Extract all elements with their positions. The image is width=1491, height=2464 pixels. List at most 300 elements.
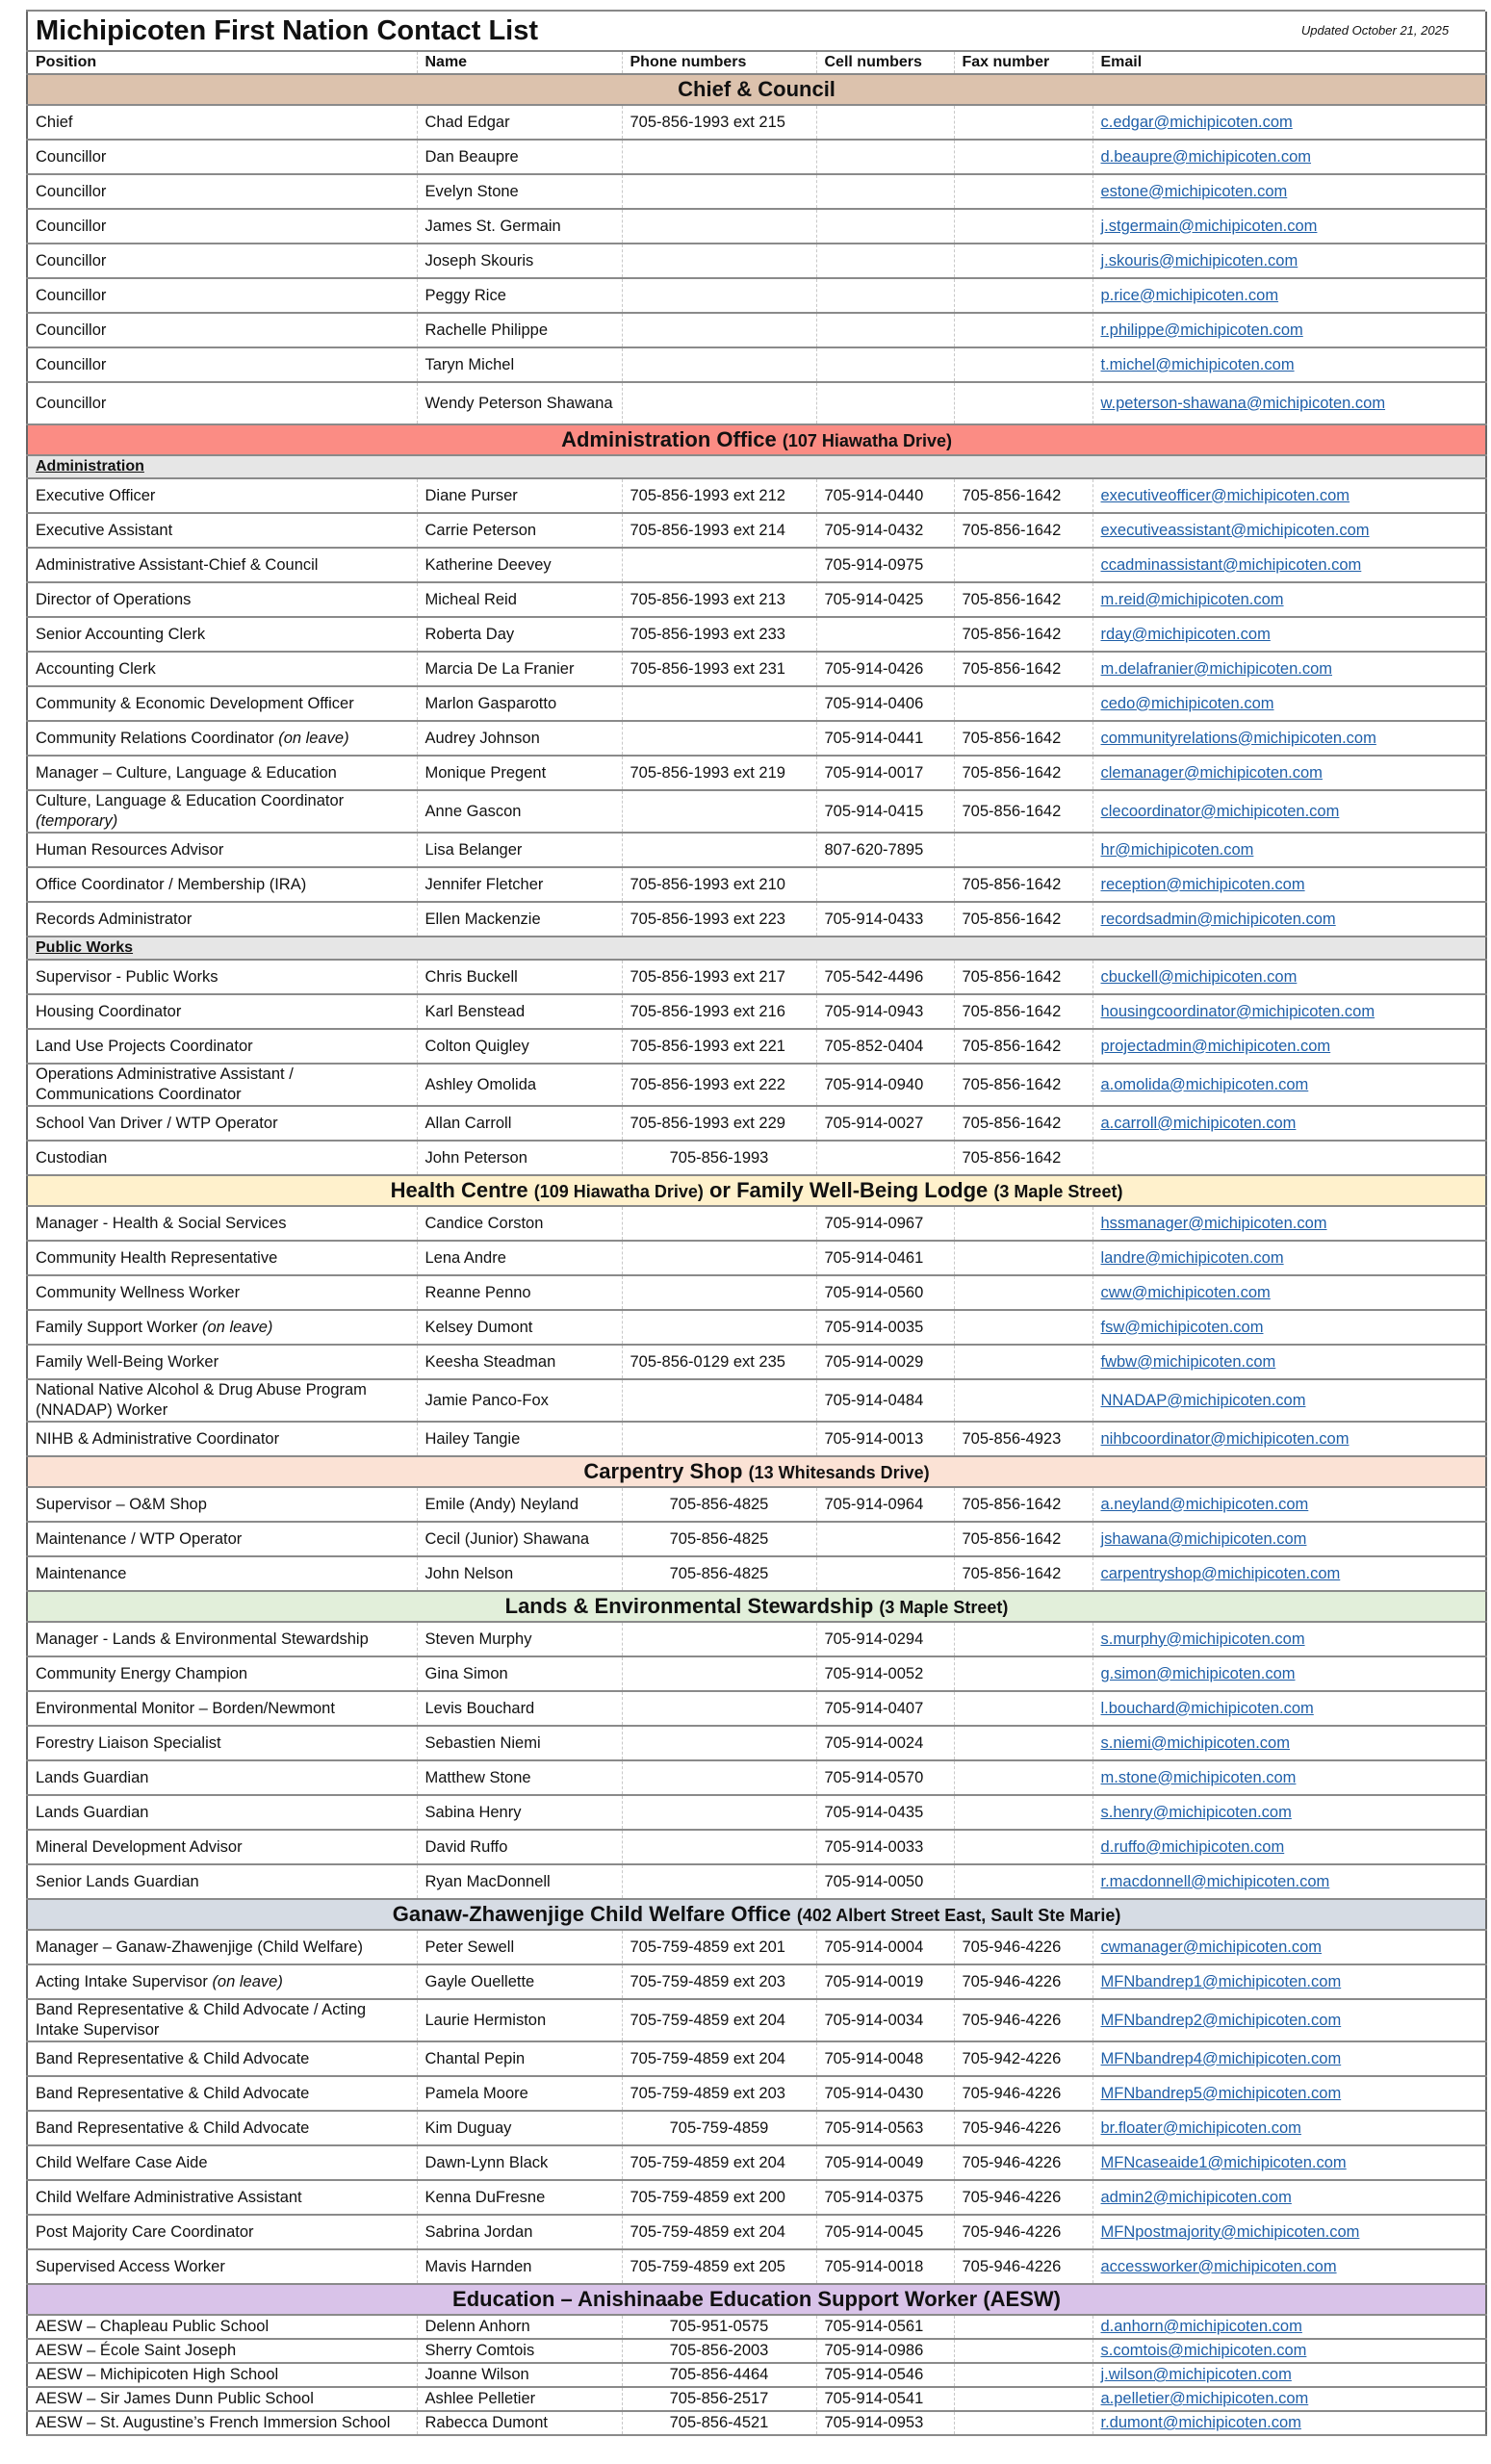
phone-cell	[622, 1275, 816, 1310]
email-link[interactable]: housingcoordinator@michipicoten.com	[1100, 1002, 1375, 1020]
fax-cell: 705-946-4226	[954, 2180, 1093, 2215]
email-cell	[1093, 2041, 1486, 2076]
name-cell: Ryan MacDonnell	[417, 1864, 622, 1899]
contact-row	[27, 548, 1486, 582]
name-cell: Ellen Mackenzie	[417, 902, 622, 937]
contact-row	[27, 1487, 1486, 1522]
fax-cell	[954, 278, 1093, 313]
email-link[interactable]: cbuckell@michipicoten.com	[1100, 967, 1298, 986]
fax-cell	[954, 313, 1093, 347]
phone-cell	[622, 1422, 816, 1456]
position-cell	[27, 1795, 417, 1830]
email-link[interactable]: fsw@michipicoten.com	[1100, 1318, 1264, 1336]
phone-cell	[622, 278, 816, 313]
position-text: Band Representative & Child Advocate / Acting Intake Supervisor	[36, 2001, 367, 2039]
fax-cell: 705-856-1642	[954, 478, 1093, 513]
phone-cell	[622, 548, 816, 582]
column-header-phone: Phone numbers	[622, 51, 816, 74]
phone-cell	[622, 1206, 816, 1241]
cell-number-cell: 705-914-0407	[816, 1691, 954, 1726]
name-cell: Keesha Steadman	[417, 1345, 622, 1379]
position-text: Custodian	[36, 1148, 108, 1167]
email-cell	[1093, 1999, 1486, 2041]
cell-number-cell: 705-914-0019	[816, 1964, 954, 1999]
column-header-fax: Fax number	[954, 51, 1093, 74]
section-title-cell	[27, 2284, 1486, 2315]
email-link[interactable]: hssmanager@michipicoten.com	[1100, 1214, 1327, 1232]
section-title-cell	[27, 424, 1486, 455]
phone-cell	[622, 209, 816, 244]
position-cell	[27, 513, 417, 548]
fax-cell	[954, 1830, 1093, 1864]
email-link[interactable]: clecoordinator@michipicoten.com	[1100, 802, 1340, 820]
name-cell: Peter Sewell	[417, 1930, 622, 1964]
email-cell	[1093, 1310, 1486, 1345]
position-text: Child Welfare Case Aide	[36, 2153, 208, 2171]
fax-cell	[954, 1691, 1093, 1726]
position-text: AESW – Sir James Dunn Public School	[36, 2390, 314, 2407]
position-text: Band Representative & Child Advocate	[36, 2118, 310, 2137]
fax-cell	[954, 382, 1093, 424]
email-link[interactable]: j.wilson@michipicoten.com	[1100, 2366, 1292, 2383]
section-title-cell	[27, 1591, 1486, 1622]
position-cell	[27, 1726, 417, 1760]
section-header-lands	[27, 1591, 1486, 1622]
email-cell	[1093, 548, 1486, 582]
email-cell	[1093, 1760, 1486, 1795]
cell-number-cell: 705-914-0541	[816, 2387, 954, 2411]
fax-cell	[954, 1622, 1093, 1656]
fax-cell: 705-856-1642	[954, 1141, 1093, 1175]
position-cell	[27, 1622, 417, 1656]
contact-row	[27, 1206, 1486, 1241]
position-cell	[27, 2041, 417, 2076]
email-link[interactable]: MFNcaseaide1@michipicoten.com	[1100, 2153, 1347, 2171]
email-link[interactable]: recordsadmin@michipicoten.com	[1100, 910, 1336, 928]
email-link[interactable]: p.rice@michipicoten.com	[1100, 286, 1279, 304]
contact-row	[27, 686, 1486, 721]
contact-list-sheet	[26, 10, 1485, 2436]
cell-number-cell: 705-914-0018	[816, 2249, 954, 2284]
contact-row	[27, 994, 1486, 1029]
email-link[interactable]: cwmanager@michipicoten.com	[1100, 1938, 1323, 1956]
cell-number-cell: 705-914-0045	[816, 2215, 954, 2249]
email-link[interactable]: w.peterson-shawana@michipicoten.com	[1100, 394, 1386, 412]
email-link[interactable]: s.murphy@michipicoten.com	[1100, 1630, 1305, 1648]
name-cell: Gina Simon	[417, 1656, 622, 1691]
section-title-cell	[27, 1175, 1486, 1206]
position-cell	[27, 2387, 417, 2411]
position-cell	[27, 1106, 417, 1141]
fax-cell	[954, 2315, 1093, 2339]
email-link[interactable]: executiveassistant@michipicoten.com	[1100, 521, 1370, 539]
phone-cell: 705-856-1993 ext 233	[622, 617, 816, 652]
contact-row	[27, 2249, 1486, 2284]
column-header-row	[27, 51, 1486, 74]
email-cell	[1093, 1379, 1486, 1422]
position-text: Culture, Language & Education Coordinator	[36, 792, 345, 809]
email-link[interactable]: estone@michipicoten.com	[1100, 182, 1288, 200]
fax-cell	[954, 2363, 1093, 2387]
email-link[interactable]: admin2@michipicoten.com	[1100, 2188, 1292, 2206]
name-cell: Lena Andre	[417, 1241, 622, 1275]
contact-row	[27, 1522, 1486, 1556]
name-cell: Katherine Deevey	[417, 548, 622, 582]
name-cell: James St. Germain	[417, 209, 622, 244]
cell-number-cell: 705-914-0943	[816, 994, 954, 1029]
email-link[interactable]: MFNpostmajority@michipicoten.com	[1100, 2222, 1360, 2241]
email-link[interactable]: t.michel@michipicoten.com	[1100, 355, 1295, 373]
position-cell	[27, 2076, 417, 2111]
section-title-secondary: or Family Well-Being Lodge	[708, 1178, 989, 1202]
email-cell	[1093, 2411, 1486, 2435]
position-cell	[27, 478, 417, 513]
cell-number-cell: 705-914-0027	[816, 1106, 954, 1141]
email-link[interactable]: NNADAP@michipicoten.com	[1100, 1391, 1306, 1409]
section-address: (109 Hiawatha Drive)	[533, 1182, 704, 1201]
position-text: Administrative Assistant-Chief & Council	[36, 555, 319, 574]
email-link[interactable]: communityrelations@michipicoten.com	[1100, 729, 1376, 747]
email-cell	[1093, 1522, 1486, 1556]
position-cell	[27, 1864, 417, 1899]
fax-cell: 705-942-4226	[954, 2041, 1093, 2076]
cell-number-cell	[816, 244, 954, 278]
contact-row	[27, 140, 1486, 174]
email-link[interactable]: m.delafranier@michipicoten.com	[1100, 659, 1333, 678]
email-cell	[1093, 902, 1486, 937]
fax-cell	[954, 2387, 1093, 2411]
email-cell	[1093, 105, 1486, 140]
name-cell: Dan Beaupre	[417, 140, 622, 174]
position-text: Post Majority Care Coordinator	[36, 2222, 254, 2241]
phone-cell: 705-759-4859 ext 204	[622, 1999, 816, 2041]
cell-number-cell: 705-914-0375	[816, 2180, 954, 2215]
email-cell	[1093, 582, 1486, 617]
phone-cell	[622, 686, 816, 721]
email-link[interactable]: d.beaupre@michipicoten.com	[1100, 147, 1312, 166]
contact-row	[27, 1760, 1486, 1795]
email-link[interactable]: MFNbandrep2@michipicoten.com	[1100, 2011, 1342, 2029]
email-cell	[1093, 1795, 1486, 1830]
position-cell	[27, 105, 417, 140]
fax-cell	[954, 1206, 1093, 1241]
fax-cell	[954, 2339, 1093, 2363]
email-link[interactable]: m.stone@michipicoten.com	[1100, 1768, 1297, 1786]
phone-cell: 705-759-4859 ext 204	[622, 2145, 816, 2180]
email-cell	[1093, 1930, 1486, 1964]
contact-row	[27, 2411, 1486, 2435]
phone-cell: 705-856-1993 ext 222	[622, 1064, 816, 1106]
email-link[interactable]: nihbcoordinator@michipicoten.com	[1100, 1429, 1350, 1448]
contact-row	[27, 1556, 1486, 1591]
contact-row	[27, 2339, 1486, 2363]
phone-cell: 705-856-1993 ext 221	[622, 1029, 816, 1064]
name-cell: Anne Gascon	[417, 790, 622, 833]
phone-cell: 705-759-4859 ext 204	[622, 2215, 816, 2249]
cell-number-cell	[816, 105, 954, 140]
phone-cell: 705-759-4859 ext 204	[622, 2041, 816, 2076]
contact-row	[27, 2145, 1486, 2180]
position-text: Lands Guardian	[36, 1768, 149, 1786]
position-text: Supervisor - Public Works	[36, 967, 219, 986]
email-link[interactable]: s.comtois@michipicoten.com	[1100, 2342, 1307, 2359]
position-cell	[27, 2363, 417, 2387]
cell-number-cell: 705-914-0484	[816, 1379, 954, 1422]
position-text: Acting Intake Supervisor	[36, 1972, 208, 1990]
email-link[interactable]: r.dumont@michipicoten.com	[1100, 2414, 1301, 2431]
email-link[interactable]: ccadminassistant@michipicoten.com	[1100, 555, 1362, 574]
fax-cell: 705-946-4226	[954, 1999, 1093, 2041]
cell-number-cell: 705-914-0017	[816, 756, 954, 790]
phone-cell: 705-759-4859	[622, 2111, 816, 2145]
position-cell	[27, 174, 417, 209]
title-row	[27, 12, 1486, 51]
position-cell	[27, 1141, 417, 1175]
position-cell	[27, 2180, 417, 2215]
email-link[interactable]: projectadmin@michipicoten.com	[1100, 1037, 1331, 1055]
fax-cell	[954, 347, 1093, 382]
phone-cell	[622, 790, 816, 833]
phone-cell	[622, 1656, 816, 1691]
name-cell: Emile (Andy) Neyland	[417, 1487, 622, 1522]
email-cell	[1093, 867, 1486, 902]
name-cell: Sabina Henry	[417, 1795, 622, 1830]
email-cell	[1093, 833, 1486, 867]
email-link[interactable]: s.henry@michipicoten.com	[1100, 1803, 1292, 1821]
email-link[interactable]: j.stgermain@michipicoten.com	[1100, 217, 1318, 235]
position-cell	[27, 617, 417, 652]
email-link[interactable]: executiveofficer@michipicoten.com	[1100, 486, 1350, 504]
name-cell: Gayle Ouellette	[417, 1964, 622, 1999]
contact-row	[27, 960, 1486, 994]
name-cell: Lisa Belanger	[417, 833, 622, 867]
position-cell	[27, 278, 417, 313]
cell-number-cell: 705-914-0940	[816, 1064, 954, 1106]
fax-cell: 705-946-4226	[954, 2111, 1093, 2145]
fax-cell: 705-856-4923	[954, 1422, 1093, 1456]
phone-cell	[622, 174, 816, 209]
email-link[interactable]: cww@michipicoten.com	[1100, 1283, 1271, 1301]
email-link[interactable]: reception@michipicoten.com	[1100, 875, 1305, 893]
column-header-cell: Cell numbers	[816, 51, 954, 74]
name-cell: Rachelle Philippe	[417, 313, 622, 347]
fax-cell: 705-856-1642	[954, 513, 1093, 548]
section-title: Health Centre	[390, 1178, 528, 1202]
cell-number-cell: 705-914-0406	[816, 686, 954, 721]
fax-cell	[954, 686, 1093, 721]
email-link[interactable]: rday@michipicoten.com	[1100, 625, 1271, 643]
phone-cell	[622, 833, 816, 867]
email-cell	[1093, 1864, 1486, 1899]
position-text: Director of Operations	[36, 590, 192, 608]
section-header-carpentry	[27, 1456, 1486, 1487]
name-cell: Steven Murphy	[417, 1622, 622, 1656]
position-cell	[27, 1522, 417, 1556]
position-text: Community & Economic Development Officer	[36, 694, 354, 712]
fax-cell: 705-856-1642	[954, 721, 1093, 756]
cell-number-cell: 705-914-0986	[816, 2339, 954, 2363]
email-link[interactable]: s.niemi@michipicoten.com	[1100, 1733, 1290, 1752]
name-cell: Chantal Pepin	[417, 2041, 622, 2076]
email-link[interactable]: l.bouchard@michipicoten.com	[1100, 1699, 1314, 1717]
email-link[interactable]: accessworker@michipicoten.com	[1100, 2257, 1337, 2275]
name-cell: Carrie Peterson	[417, 513, 622, 548]
position-cell	[27, 1830, 417, 1864]
email-link[interactable]: clemanager@michipicoten.com	[1100, 763, 1323, 782]
email-link[interactable]: MFNbandrep4@michipicoten.com	[1100, 2049, 1342, 2067]
position-text: Councillor	[36, 251, 107, 270]
subsection-title: Administration	[27, 455, 1486, 478]
email-cell	[1093, 2249, 1486, 2284]
email-link[interactable]: cedo@michipicoten.com	[1100, 694, 1274, 712]
phone-cell: 705-856-4464	[622, 2363, 816, 2387]
position-text: Band Representative & Child Advocate	[36, 2084, 310, 2102]
email-link[interactable]: a.pelletier@michipicoten.com	[1100, 2390, 1309, 2407]
phone-cell: 705-856-4825	[622, 1487, 816, 1522]
email-cell	[1093, 2339, 1486, 2363]
name-cell: Pamela Moore	[417, 2076, 622, 2111]
email-link[interactable]: landre@michipicoten.com	[1100, 1248, 1284, 1267]
email-link[interactable]: d.anhorn@michipicoten.com	[1100, 2318, 1302, 2335]
email-link[interactable]: j.skouris@michipicoten.com	[1100, 251, 1298, 270]
cell-number-cell: 705-914-0048	[816, 2041, 954, 2076]
cell-number-cell	[816, 382, 954, 424]
email-link[interactable]: r.philippe@michipicoten.com	[1100, 321, 1303, 339]
email-link[interactable]: a.omolida@michipicoten.com	[1100, 1075, 1309, 1093]
cell-number-cell: 807-620-7895	[816, 833, 954, 867]
email-cell	[1093, 313, 1486, 347]
contact-row	[27, 721, 1486, 756]
cell-number-cell: 705-914-0560	[816, 1275, 954, 1310]
email-cell	[1093, 1064, 1486, 1106]
email-cell	[1093, 478, 1486, 513]
contact-row	[27, 1422, 1486, 1456]
column-header-name: Name	[417, 51, 622, 74]
contact-row	[27, 2315, 1486, 2339]
cell-number-cell	[816, 1522, 954, 1556]
cell-number-cell: 705-914-0425	[816, 582, 954, 617]
contact-row	[27, 2111, 1486, 2145]
fax-cell	[954, 140, 1093, 174]
position-cell	[27, 2111, 417, 2145]
email-cell	[1093, 209, 1486, 244]
position-text: Councillor	[36, 147, 107, 166]
phone-cell	[622, 1622, 816, 1656]
email-link[interactable]: hr@michipicoten.com	[1100, 840, 1254, 859]
contact-row	[27, 2041, 1486, 2076]
position-text: Councillor	[36, 355, 107, 373]
email-link[interactable]: carpentryshop@michipicoten.com	[1100, 1564, 1341, 1582]
email-link[interactable]: a.carroll@michipicoten.com	[1100, 1114, 1297, 1132]
fax-cell: 705-856-1642	[954, 756, 1093, 790]
name-cell: Kelsey Dumont	[417, 1310, 622, 1345]
cell-number-cell: 705-914-0426	[816, 652, 954, 686]
name-cell: Marlon Gasparotto	[417, 686, 622, 721]
position-text: NIHB & Administrative Coordinator	[36, 1429, 280, 1448]
fax-cell	[954, 1379, 1093, 1422]
name-cell: Sabrina Jordan	[417, 2215, 622, 2249]
phone-cell: 705-856-1993 ext 231	[622, 652, 816, 686]
position-cell	[27, 347, 417, 382]
fax-cell: 705-856-1642	[954, 1029, 1093, 1064]
fax-cell: 705-856-1642	[954, 1487, 1093, 1522]
email-link[interactable]: r.macdonnell@michipicoten.com	[1100, 1872, 1330, 1890]
position-text: Councillor	[36, 321, 107, 339]
email-link[interactable]: fwbw@michipicoten.com	[1100, 1352, 1276, 1371]
fax-cell: 705-946-4226	[954, 1930, 1093, 1964]
email-cell	[1093, 174, 1486, 209]
email-link[interactable]: c.edgar@michipicoten.com	[1100, 113, 1293, 131]
cell-number-cell: 705-914-0049	[816, 2145, 954, 2180]
cell-number-cell	[816, 313, 954, 347]
position-text: Housing Coordinator	[36, 1002, 182, 1020]
email-link[interactable]: MFNbandrep1@michipicoten.com	[1100, 1972, 1342, 1990]
position-text: Land Use Projects Coordinator	[36, 1037, 253, 1055]
position-text: Councillor	[36, 217, 107, 235]
contact-row	[27, 1964, 1486, 1999]
email-link[interactable]: d.ruffo@michipicoten.com	[1100, 1837, 1285, 1856]
contact-row	[27, 1345, 1486, 1379]
fax-cell	[954, 1795, 1093, 1830]
email-cell	[1093, 1656, 1486, 1691]
position-text: School Van Driver / WTP Operator	[36, 1114, 278, 1132]
position-cell	[27, 1760, 417, 1795]
email-cell	[1093, 2111, 1486, 2145]
position-cell	[27, 1206, 417, 1241]
contact-row	[27, 382, 1486, 424]
phone-cell	[622, 347, 816, 382]
email-link[interactable]: a.neyland@michipicoten.com	[1100, 1495, 1309, 1513]
subsection-header	[27, 937, 1486, 960]
cell-number-cell: 705-914-0975	[816, 548, 954, 582]
contact-row	[27, 313, 1486, 347]
section-title: Chief & Council	[678, 77, 835, 101]
email-link[interactable]: m.reid@michipicoten.com	[1100, 590, 1284, 608]
cell-number-cell	[816, 174, 954, 209]
contact-row	[27, 1379, 1486, 1422]
phone-cell: 705-856-1993	[622, 1141, 816, 1175]
cell-number-cell	[816, 347, 954, 382]
position-text: Manager - Lands & Environmental Stewardship	[36, 1630, 369, 1648]
fax-cell	[954, 1241, 1093, 1275]
subsection-header	[27, 455, 1486, 478]
phone-cell	[622, 140, 816, 174]
phone-cell: 705-856-1993 ext 212	[622, 478, 816, 513]
cell-number-cell	[816, 617, 954, 652]
email-cell	[1093, 244, 1486, 278]
contact-row	[27, 1310, 1486, 1345]
position-text: National Native Alcohol & Drug Abuse Program (NNADAP) Worker	[36, 1381, 367, 1419]
email-link[interactable]: jshawana@michipicoten.com	[1100, 1529, 1307, 1548]
position-text: Lands Guardian	[36, 1803, 149, 1821]
email-link[interactable]: g.simon@michipicoten.com	[1100, 1664, 1296, 1682]
cell-number-cell: 705-852-0404	[816, 1029, 954, 1064]
contact-row	[27, 1241, 1486, 1275]
subsection-title: Public Works	[27, 937, 1486, 960]
position-note: (on leave)	[212, 1972, 283, 1990]
email-link[interactable]: MFNbandrep5@michipicoten.com	[1100, 2084, 1342, 2102]
fax-cell: 705-946-4226	[954, 1964, 1093, 1999]
fax-cell: 705-856-1642	[954, 1106, 1093, 1141]
fax-cell: 705-856-1642	[954, 1556, 1093, 1591]
email-link[interactable]: br.floater@michipicoten.com	[1100, 2118, 1301, 2137]
phone-cell: 705-856-1993 ext 229	[622, 1106, 816, 1141]
position-text: Family Support Worker	[36, 1318, 198, 1336]
position-text: Band Representative & Child Advocate	[36, 2049, 310, 2067]
position-text: Community Health Representative	[36, 1248, 278, 1267]
cell-number-cell: 705-914-0432	[816, 513, 954, 548]
section-address-secondary: (3 Maple Street)	[993, 1182, 1123, 1201]
